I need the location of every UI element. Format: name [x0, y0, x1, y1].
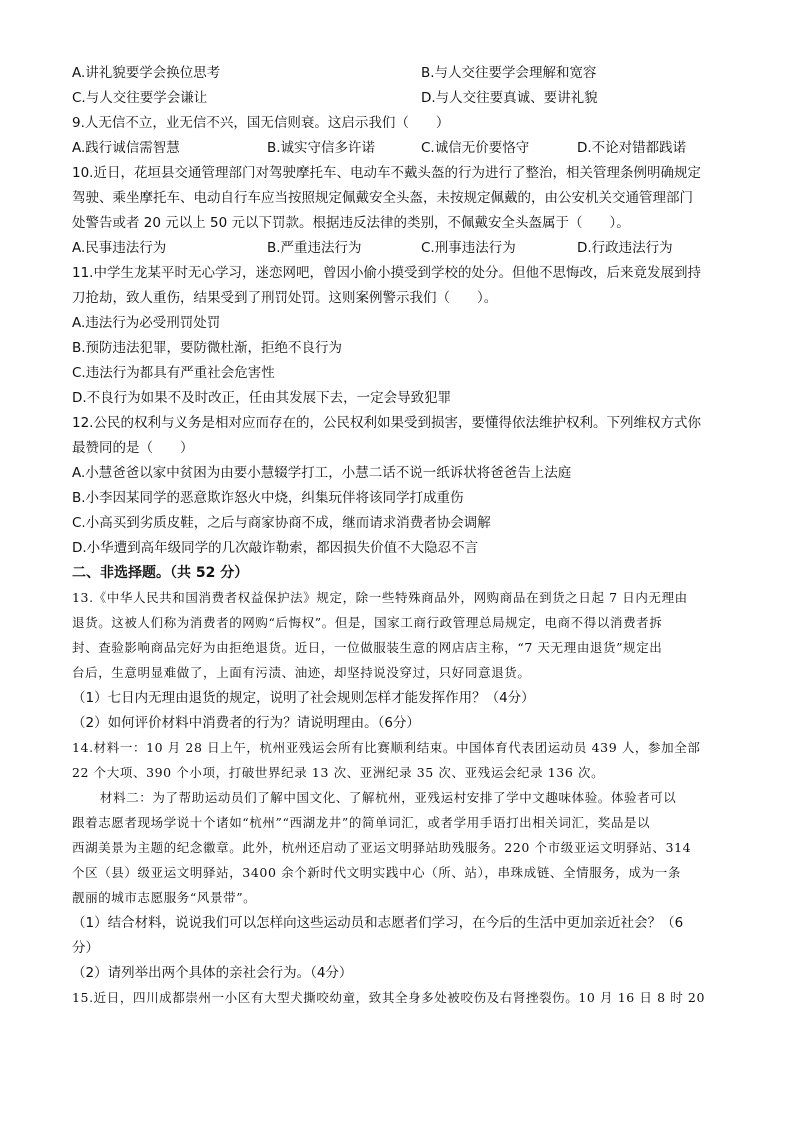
q11-stem-line-2: 刀抢劫，致人重伤，结果受到了刑罚处罚。这则案例警示我们（ ）。: [72, 290, 498, 306]
q8-option-d: D.与人交往要真诚、要讲礼貌: [421, 90, 598, 106]
q13-material-line-2: 退货。这被人们称为消费者的网购“后悔权”。但是，国家工商行政管理总局规定，电商不得以消费者拆: [72, 615, 663, 630]
q14-material-line-4: 跟着志愿者现场学说十个诸如“杭州”“西湖龙井”的简单词汇，或者学用手语打出相关词汇，奖品是以: [72, 815, 651, 830]
q14-material-line-5: 西湖美景为主题的纪念徽章。此外，杭州还启动了亚运文明驿站助残服务。220 个市级亚运文明驿站、314: [72, 840, 692, 855]
q10-option-d: D.行政违法行为: [577, 240, 673, 256]
q12-option-a: A.小慧爸爸以家中贫困为由要小慧辍学打工，小慧二话不说一纸诉状将爸爸告上法庭: [72, 465, 572, 481]
q12-option-b: B.小李因某同学的恶意欺诈怒火中烧，纠集玩伴将该同学打成重伤: [72, 490, 464, 506]
q13-subquestion-1: （1）七日内无理由退货的规定，说明了社会规则怎样才能发挥作用？（4分）: [72, 690, 535, 706]
q9-option-b: B.诚实守信多许诺: [267, 140, 376, 156]
q10-option-b: B.严重违法行为: [267, 240, 362, 256]
q11-option-c: C.违法行为都具有严重社会危害性: [72, 365, 275, 381]
q10-stem-line-1: 10.近日，花垣县交通管理部门对驾驶摩托车、电动车不戴头盔的行为进行了整治，相关管理条例明确规定: [72, 165, 701, 181]
q9-option-d: D.不论对错都践诺: [577, 140, 687, 156]
q14-subquestion-2: （2）请列举出两个具体的亲社会行为。（4分）: [72, 965, 353, 981]
q8-option-b: B.与人交往要学会理解和宽容: [421, 65, 597, 81]
q12-option-d: D.小华遭到高年级同学的几次敲诈勒索，都因损失价值不大隐忍不言: [72, 540, 479, 556]
q12-option-c: C.小高买到劣质皮鞋，之后与商家协商不成，继而请求消费者协会调解: [72, 515, 491, 531]
q10-stem-line-3: 处警告或者 20 元以上 50 元以下罚款。根据违反法律的类别，不佩戴安全头盔属于（ ）。: [72, 215, 630, 231]
q13-material-line-4: 台后，生意明显难做了，上面有污渍、油迹，却坚持说没穿过，只好同意退货。: [72, 665, 531, 680]
q12-stem-line-2: 最赞同的是（ ）: [72, 440, 194, 456]
q10-option-c: C.刑事违法行为: [421, 240, 516, 256]
q14-material-line-7: 靓丽的城市志愿服务“风景带”。: [72, 890, 257, 905]
q10-option-a: A.民事违法行为: [72, 240, 167, 256]
q15-material-line-1: 15.近日，四川成都崇州一小区有大型犬撕咬幼童，致其全身多处被咬伤及右肾挫裂伤。10 月 16 日 8 时 20: [72, 990, 705, 1005]
q14-subquestion-1-line-1: （1）结合材料，说说我们可以怎样向这些运动员和志愿者们学习，在今后的生活中更加亲近社会？（6: [72, 915, 684, 931]
q9-stem: 9.人无信不立，业无信不兴，国无信则衰。这启示我们（ ）: [72, 115, 450, 131]
q11-option-a: A.违法行为必受刑罚处罚: [72, 315, 221, 331]
q9-option-c: C.诚信无价要恪守: [421, 140, 530, 156]
q13-material-line-1: 13.《中华人民共和国消费者权益保护法》规定，除一些特殊商品外，网购商品在到货之日起 7 日内无理由: [72, 590, 688, 605]
q14-material-line-2: 22 个大项、390 个小项，打破世界纪录 13 次、亚洲纪录 35 次、亚残运会纪录 136 次。: [72, 765, 605, 780]
q14-material-line-3: 材料二：为了帮助运动员们了解中国文化、了解杭州，亚残运村安排了学中文趣味体验。体验者可以: [100, 790, 677, 805]
q8-option-c: C.与人交往要学会谦让: [72, 90, 208, 106]
section-heading-non-choice: 二、非选择题。（共 52 分）: [72, 565, 249, 581]
q12-stem-line-1: 12.公民的权利与义务是相对应而存在的，公民权利如果受到损害，要懂得依法维护权利。下列维权方式你: [72, 415, 701, 431]
q11-option-d: D.不良行为如果不及时改正，任由其发展下去，一定会导致犯罪: [72, 390, 452, 406]
q8-option-a: A.讲礼貌要学会换位思考: [72, 65, 221, 81]
q14-material-line-1: 14.材料一：10 月 28 日上午，杭州亚残运会所有比赛顺利结束。中国体育代表团运动员 439 人，参加全部: [72, 740, 701, 755]
q14-material-line-6: 个区（县）级亚运文明驿站，3400 余个新时代文明实践中心（所、站），串珠成链、全情服务，成为一条: [72, 865, 681, 880]
q13-material-line-3: 封、查验影响商品完好为由拒绝退货。近日，一位做服装生意的网店店主称，“7 天无理由退货”规定出: [72, 640, 663, 655]
q14-subquestion-1-line-2: 分）: [72, 940, 99, 956]
q9-option-a: A.践行诚信需智慧: [72, 140, 180, 156]
q11-option-b: B.预防违法犯罪，要防微杜渐，拒绝不良行为: [72, 340, 343, 356]
q11-stem-line-1: 11.中学生龙某平时无心学习，迷恋网吧，曾因小偷小摸受到学校的处分。但他不思悔改，后来竟发展到持: [72, 265, 701, 281]
q13-subquestion-2: （2）如何评价材料中消费者的行为？请说明理由。（6分）: [72, 715, 420, 731]
q10-stem-line-2: 驾驶、乘坐摩托车、电动自行车应当按照规定佩戴安全头盔，未按规定佩戴的，由公安机关交通管理部门: [72, 190, 693, 206]
